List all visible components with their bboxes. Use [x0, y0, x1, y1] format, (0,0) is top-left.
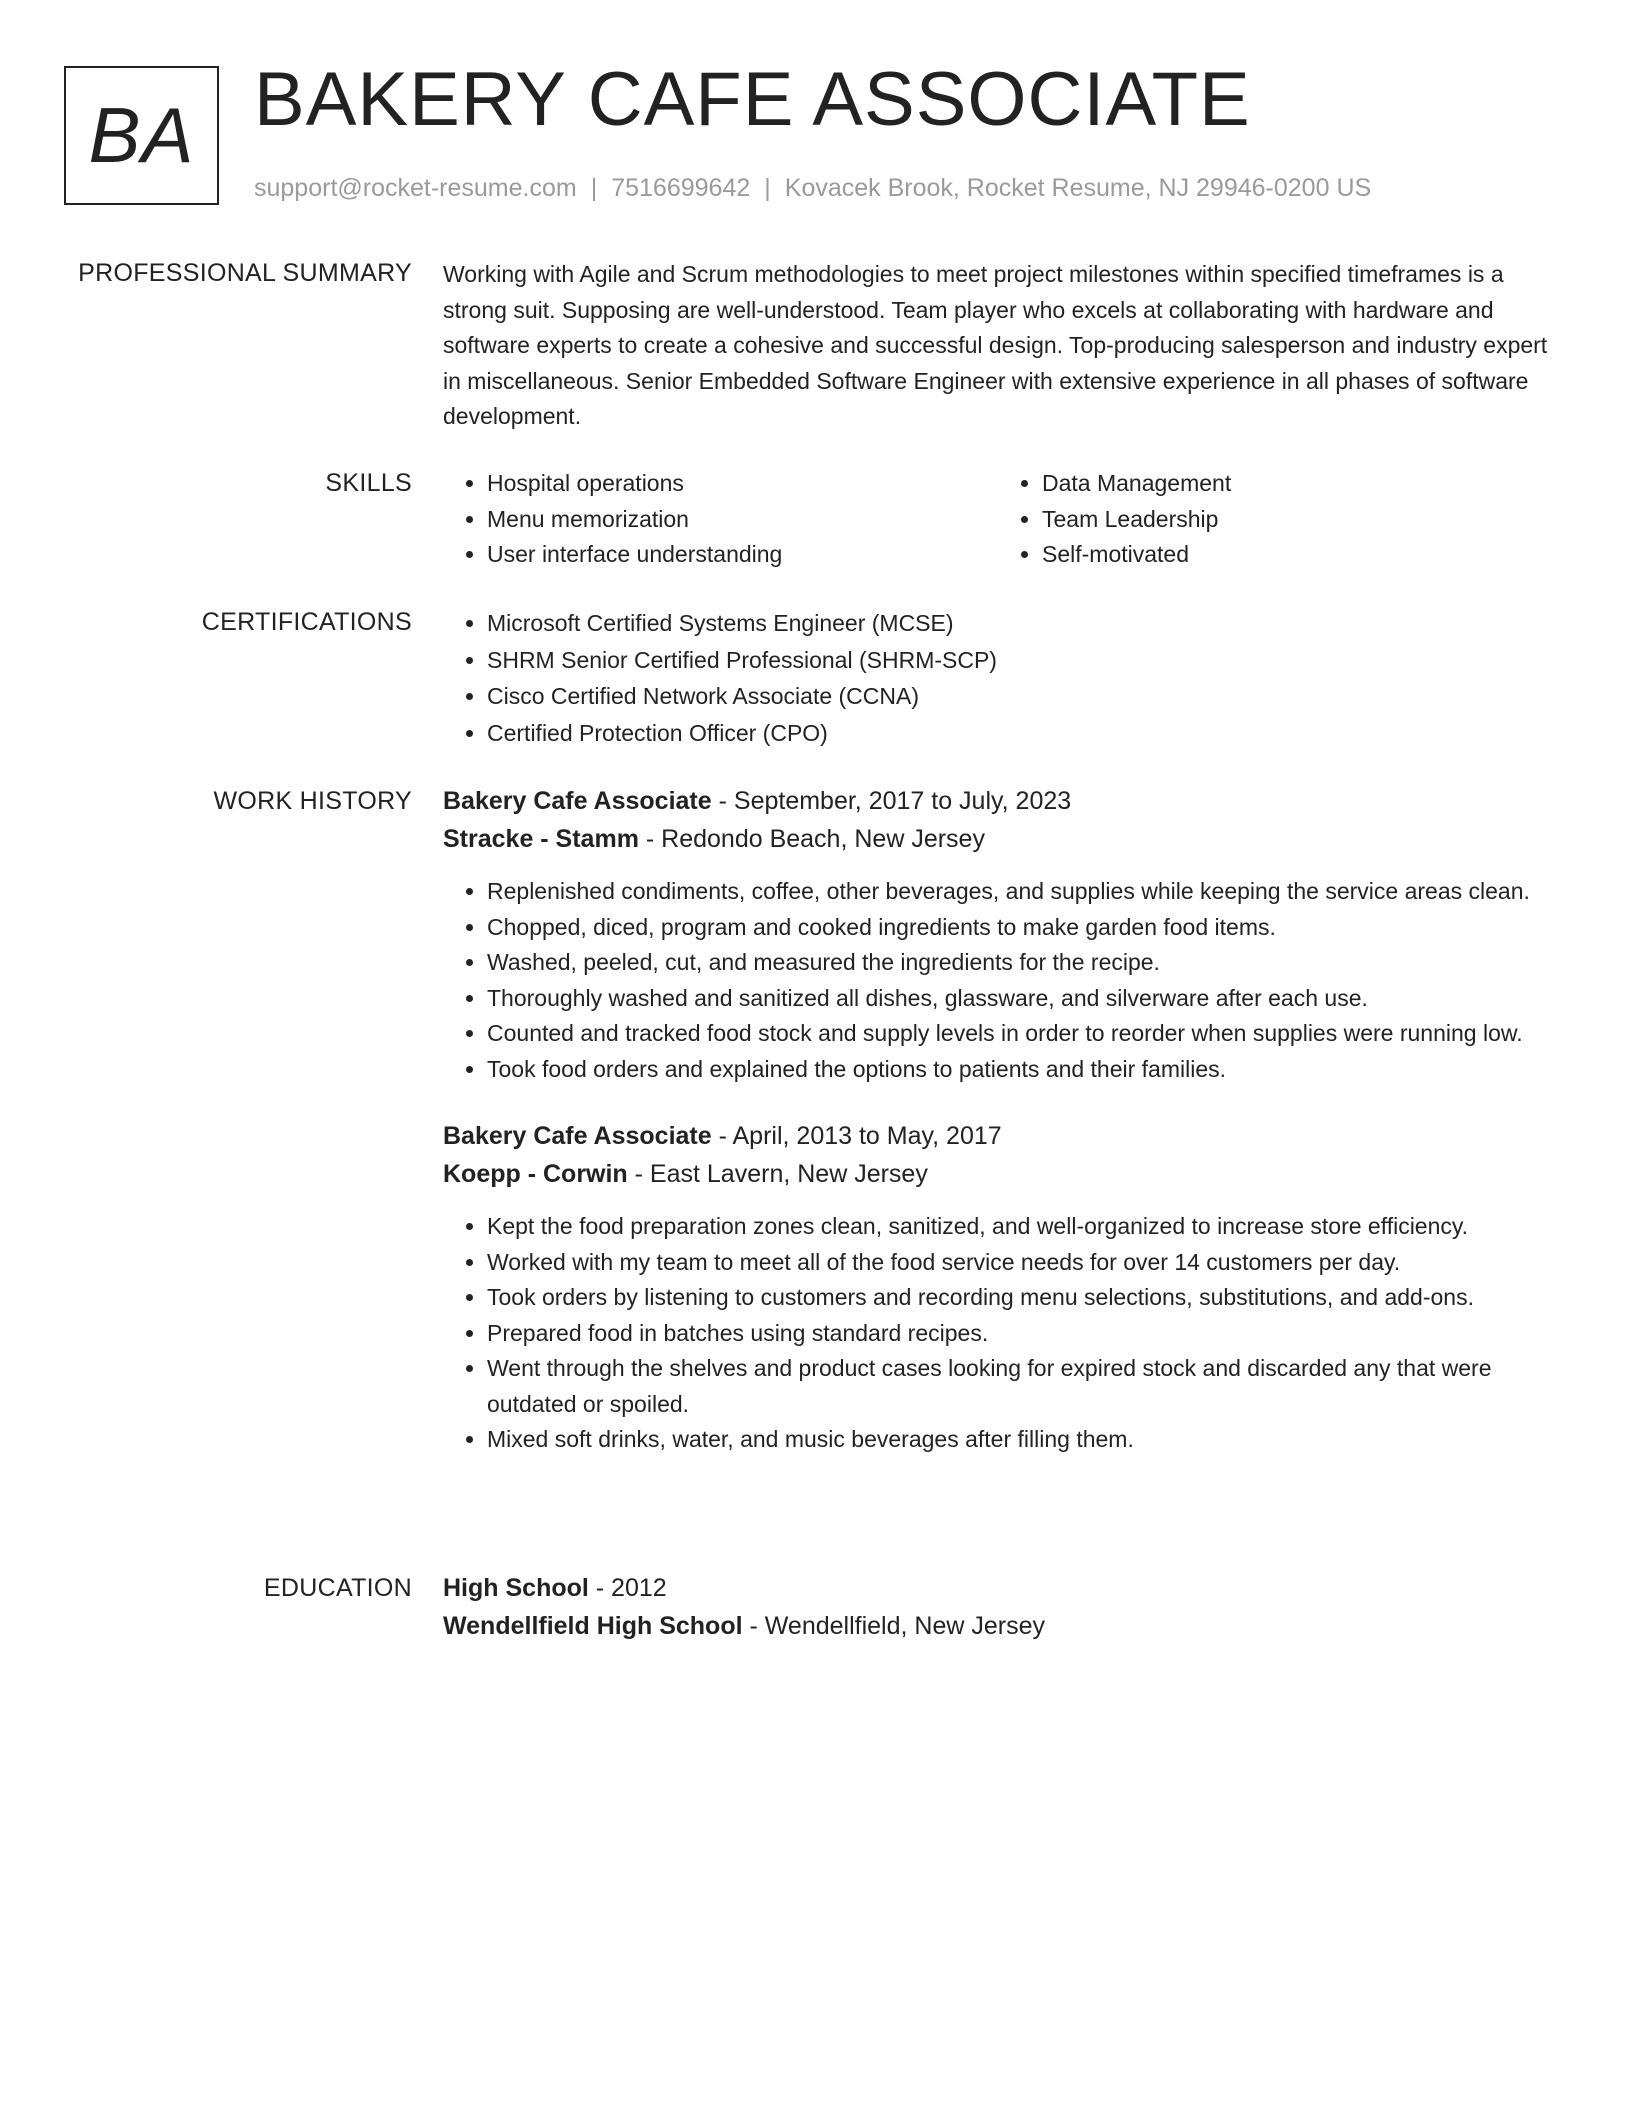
job-bullet: • Replenished condiments, coffee, other beverages, and supplies while keeping the service areas clean.: [487, 874, 1553, 910]
monogram-badge: BA: [64, 66, 219, 205]
job-bullet: • Thoroughly washed and sanitized all dishes, glassware, and silverware after each use.: [487, 981, 1553, 1017]
section-label-summary: PROFESSIONAL SUMMARY: [78, 259, 412, 287]
company-location: - East Lavern, New Jersey: [627, 1160, 928, 1188]
skills-list-left: [443, 466, 998, 573]
certification-item: • Cisco Certified Network Associate (CCNA): [487, 678, 1553, 715]
company-line: [443, 1155, 1553, 1193]
job-bullet: • Washed, peeled, cut, and measured the ingredients for the recipe.: [487, 945, 1553, 981]
job-bullet: • Took food orders and explained the options to patients and their families.: [487, 1052, 1553, 1088]
job-title-line: [443, 1117, 1553, 1155]
contact-email: support@rocket-resume.com: [254, 174, 577, 202]
job-bullet: • Counted and tracked food stock and supply levels in order to reorder when supplies were running low.: [487, 1016, 1553, 1052]
education-year: - 2012: [588, 1574, 667, 1602]
skill-item: • Data Management: [1042, 466, 1553, 502]
job-bullet: • Kept the food preparation zones clean, sanitized, and well-organized to increase store efficiency.: [487, 1209, 1553, 1245]
skill-item: • Team Leadership: [1042, 502, 1553, 538]
skills-list-right: [998, 466, 1553, 573]
job-bullets: [443, 874, 1553, 1087]
contact-separator: |: [764, 174, 771, 202]
certification-item: • Microsoft Certified Systems Engineer (MCSE): [487, 605, 1553, 642]
job-entry: [443, 782, 1553, 1087]
certification-item: • Certified Protection Officer (CPO): [487, 715, 1553, 752]
summary-text: Working with Agile and Scrum methodologies to meet project milestones within specified timeframes is a strong suit. Supposing are well-understood. Team player who excels at collaborating with hardware and software experts to create a cohesive and successful design. Top-producing salesperson and industry expert in miscellaneous. Senior Embedded Software Engineer with extensive experience in all phases of software development.: [443, 261, 1548, 429]
skill-item: • Self-motivated: [1042, 537, 1553, 573]
education-body: [443, 1569, 1553, 1645]
job-bullet: • Chopped, diced, program and cooked ingredients to make garden food items.: [487, 910, 1553, 946]
education-location: - Wendellfield, New Jersey: [742, 1612, 1045, 1640]
contact-separator: |: [590, 174, 598, 202]
section-label-education: EDUCATION: [263, 1574, 412, 1602]
contact-address: Kovacek Brook, Rocket Resume, NJ 29946-0200 US: [784, 174, 1372, 202]
job-bullet: • Mixed soft drinks, water, and music beverages after filling them.: [487, 1422, 1553, 1458]
page-title: BAKERY CAFE ASSOCIATE: [254, 57, 1251, 142]
job-title-line: [443, 782, 1553, 820]
job-title: Bakery Cafe Associate: [443, 1122, 712, 1150]
section-label-certifications: CERTIFICATIONS: [201, 608, 412, 636]
company-location: - Redondo Beach, New Jersey: [638, 825, 985, 853]
skill-item: • Menu memorization: [487, 502, 998, 538]
section-label-skills: SKILLS: [325, 469, 412, 497]
section-label-work-history: WORK HISTORY: [213, 787, 412, 815]
education-degree: High School: [443, 1574, 589, 1602]
company-line: [443, 820, 1553, 858]
skills-body: [443, 466, 1553, 573]
skill-item: • Hospital operations: [487, 466, 998, 502]
contact-line: [254, 174, 1371, 203]
job-title: Bakery Cafe Associate: [443, 787, 712, 815]
job-bullet: • Prepared food in batches using standard recipes.: [487, 1316, 1553, 1352]
company-name: Koepp - Corwin: [443, 1160, 628, 1188]
job-bullet: • Went through the shelves and product cases looking for expired stock and discarded any that were outdated or spoiled.: [487, 1351, 1553, 1422]
work-history-body: [443, 782, 1553, 1488]
education-school-line: [443, 1607, 1553, 1645]
certification-item: • SHRM Senior Certified Professional (SHRM-SCP): [487, 642, 1553, 679]
contact-phone: 7516699642: [611, 174, 751, 202]
certifications-list: [443, 605, 1553, 751]
summary-body: [443, 257, 1553, 435]
education-school: Wendellfield High School: [443, 1612, 743, 1640]
job-bullet: • Took orders by listening to customers and recording menu selections, substitutions, and add-ons.: [487, 1280, 1553, 1316]
job-bullet: • Worked with my team to meet all of the food service needs for over 14 customers per day.: [487, 1245, 1553, 1281]
company-name: Stracke - Stamm: [443, 825, 639, 853]
job-dates: - April, 2013 to May, 2017: [711, 1122, 1002, 1150]
education-degree-line: [443, 1569, 1553, 1607]
job-dates: - September, 2017 to July, 2023: [711, 787, 1072, 815]
job-bullets: [443, 1209, 1553, 1458]
job-entry: [443, 1117, 1553, 1458]
skill-item: • User interface understanding: [487, 537, 998, 573]
certifications-body: [443, 605, 1553, 751]
